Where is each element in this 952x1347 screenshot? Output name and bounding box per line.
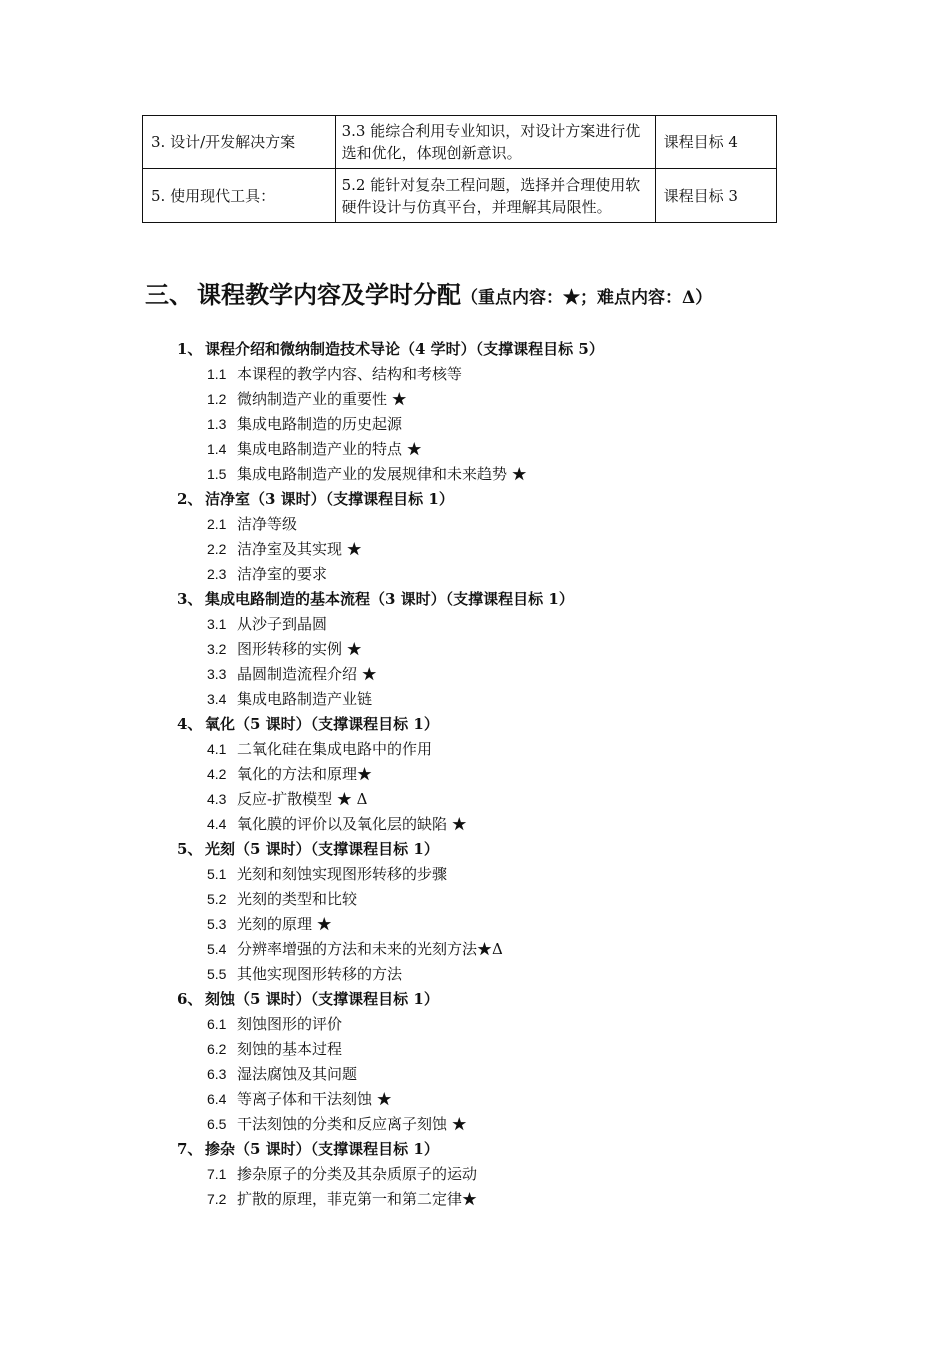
- item-number: 7.1: [207, 1166, 227, 1182]
- section-heading: [145, 275, 712, 310]
- list-item: [177, 1112, 827, 1137]
- item-number: 4.3: [207, 791, 227, 807]
- chapter-number: 4、: [177, 715, 203, 733]
- chapter-number: 7、: [177, 1140, 203, 1158]
- list-item: [177, 1062, 827, 1087]
- item-text: 集成电路制造产业链: [237, 690, 373, 708]
- item-number: 5.5: [207, 966, 227, 982]
- item-number: 6.5: [207, 1116, 227, 1132]
- item-text: 其他实现图形转移的方法: [237, 965, 403, 983]
- item-number: 6.1: [207, 1016, 227, 1032]
- list-item: [177, 887, 827, 912]
- list-item: [177, 687, 827, 712]
- chapter-number: 3、: [177, 590, 203, 608]
- list-item: [177, 412, 827, 437]
- item-text: 微纳制造产业的重要性 ★: [237, 390, 407, 408]
- item-text: 集成电路制造的历史起源: [237, 415, 403, 433]
- item-text: 光刻和刻蚀实现图形转移的步骤: [237, 865, 448, 883]
- chapter-heading: [177, 987, 827, 1012]
- list-item: [177, 1087, 827, 1112]
- item-text: 从沙子到晶圆: [237, 615, 328, 633]
- item-text: 干法刻蚀的分类和反应离子刻蚀 ★: [237, 1115, 467, 1133]
- list-item: [177, 537, 827, 562]
- chapter-number: 2、: [177, 490, 203, 508]
- list-item: [177, 612, 827, 637]
- list-item: [177, 762, 827, 787]
- item-text: 刻蚀图形的评价: [237, 1015, 343, 1033]
- chapter-title: 光刻（5 课时）（支撑课程目标 1）: [205, 840, 439, 858]
- item-number: 1.5: [207, 466, 227, 482]
- chapter-title: 刻蚀（5 课时）（支撑课程目标 1）: [205, 990, 439, 1008]
- list-item: [177, 562, 827, 587]
- table-row: [143, 116, 777, 169]
- item-text: 洁净等级: [237, 515, 298, 533]
- list-item: [177, 912, 827, 937]
- item-text: 光刻的原理 ★: [237, 915, 332, 933]
- list-item: [177, 1012, 827, 1037]
- item-text: 刻蚀的基本过程: [237, 1040, 343, 1058]
- item-number: 4.2: [207, 766, 227, 782]
- chapter-title: 掺杂（5 课时）（支撑课程目标 1）: [205, 1140, 439, 1158]
- item-text: 洁净室及其实现 ★: [237, 540, 362, 558]
- item-text: 掺杂原子的分类及其杂质原子的运动: [237, 1165, 478, 1183]
- chapter-title: 课程介绍和微纳制造技术导论（4 学时）（支撑课程目标 5）: [205, 340, 604, 358]
- item-number: 5.3: [207, 916, 227, 932]
- item-number: 1.2: [207, 391, 227, 407]
- course-outline: [177, 337, 827, 1212]
- chapter-heading: [177, 337, 827, 362]
- list-item: [177, 1162, 827, 1187]
- item-number: 1.4: [207, 441, 227, 457]
- list-item: [177, 387, 827, 412]
- item-text: 本课程的教学内容、结构和考核等: [237, 365, 463, 383]
- indicator-cell: 3.3 能综合利用专业知识，对设计方案进行优选和优化，体现创新意识。: [335, 116, 655, 169]
- item-number: 2.3: [207, 566, 227, 582]
- item-text: 分辨率增强的方法和未来的光刻方法★Δ: [237, 940, 503, 958]
- chapter-number: 5、: [177, 840, 203, 858]
- objective-cell: 课程目标 3: [655, 169, 776, 223]
- list-item: [177, 787, 827, 812]
- item-number: 3.2: [207, 641, 227, 657]
- item-number: 6.2: [207, 1041, 227, 1057]
- item-text: 二氧化硅在集成电路中的作用: [237, 740, 433, 758]
- item-number: 6.4: [207, 1091, 227, 1107]
- item-number: 6.3: [207, 1066, 227, 1082]
- requirements-table: [142, 115, 777, 223]
- item-number: 2.1: [207, 516, 227, 532]
- section-title: 课程教学内容及学时分配: [197, 280, 461, 309]
- objective-cell: 课程目标 4: [655, 116, 776, 169]
- item-number: 1.1: [207, 366, 227, 382]
- item-number: 3.1: [207, 616, 227, 632]
- item-text: 反应-扩散模型 ★ Δ: [237, 790, 368, 808]
- list-item: [177, 437, 827, 462]
- item-text: 光刻的类型和比较: [237, 890, 358, 908]
- item-number: 2.2: [207, 541, 227, 557]
- item-text: 晶圆制造流程介绍 ★: [237, 665, 377, 683]
- list-item: [177, 512, 827, 537]
- item-text: 集成电路制造产业的发展规律和未来趋势 ★: [237, 465, 527, 483]
- chapter-title: 洁净室（3 课时）（支撑课程目标 1）: [205, 490, 454, 508]
- chapter-number: 6、: [177, 990, 203, 1008]
- item-text: 集成电路制造产业的特点 ★: [237, 440, 422, 458]
- chapter-title: 氧化（5 课时）（支撑课程目标 1）: [205, 715, 439, 733]
- list-item: [177, 637, 827, 662]
- requirement-cell: 5. 使用现代工具：: [143, 169, 336, 223]
- item-number: 5.2: [207, 891, 227, 907]
- list-item: [177, 962, 827, 987]
- chapter-heading: [177, 1137, 827, 1162]
- chapter-heading: [177, 712, 827, 737]
- item-number: 3.3: [207, 666, 227, 682]
- item-text: 图形转移的实例 ★: [237, 640, 362, 658]
- requirement-cell: 3. 设计/开发解决方案: [143, 116, 336, 169]
- list-item: [177, 862, 827, 887]
- indicator-cell: 5.2 能针对复杂工程问题，选择并合理使用软硬件设计与仿真平台，并理解其局限性。: [335, 169, 655, 223]
- list-item: [177, 362, 827, 387]
- chapter-heading: [177, 487, 827, 512]
- section-legend-note: （重点内容：★；难点内容：Δ）: [461, 288, 713, 308]
- item-text: 氧化膜的评价以及氧化层的缺陷 ★: [237, 815, 467, 833]
- list-item: [177, 462, 827, 487]
- item-number: 3.4: [207, 691, 227, 707]
- item-number: 7.2: [207, 1191, 227, 1207]
- chapter-heading: [177, 587, 827, 612]
- chapter-heading: [177, 837, 827, 862]
- item-number: 4.4: [207, 816, 227, 832]
- list-item: [177, 812, 827, 837]
- list-item: [177, 1037, 827, 1062]
- list-item: [177, 662, 827, 687]
- item-text: 湿法腐蚀及其问题: [237, 1065, 358, 1083]
- item-text: 洁净室的要求: [237, 565, 328, 583]
- item-number: 5.4: [207, 941, 227, 957]
- list-item: [177, 937, 827, 962]
- item-number: 4.1: [207, 741, 227, 757]
- list-item: [177, 1187, 827, 1212]
- chapter-title: 集成电路制造的基本流程（3 课时）（支撑课程目标 1）: [205, 590, 574, 608]
- item-text: 氧化的方法和原理★: [237, 765, 373, 783]
- item-text: 扩散的原理，菲克第一和第二定律★: [237, 1190, 478, 1208]
- table-row: [143, 169, 777, 223]
- chapter-number: 1、: [177, 340, 203, 358]
- item-number: 1.3: [207, 416, 227, 432]
- section-number: 三、: [145, 280, 193, 309]
- item-number: 5.1: [207, 866, 227, 882]
- list-item: [177, 737, 827, 762]
- item-text: 等离子体和干法刻蚀 ★: [237, 1090, 392, 1108]
